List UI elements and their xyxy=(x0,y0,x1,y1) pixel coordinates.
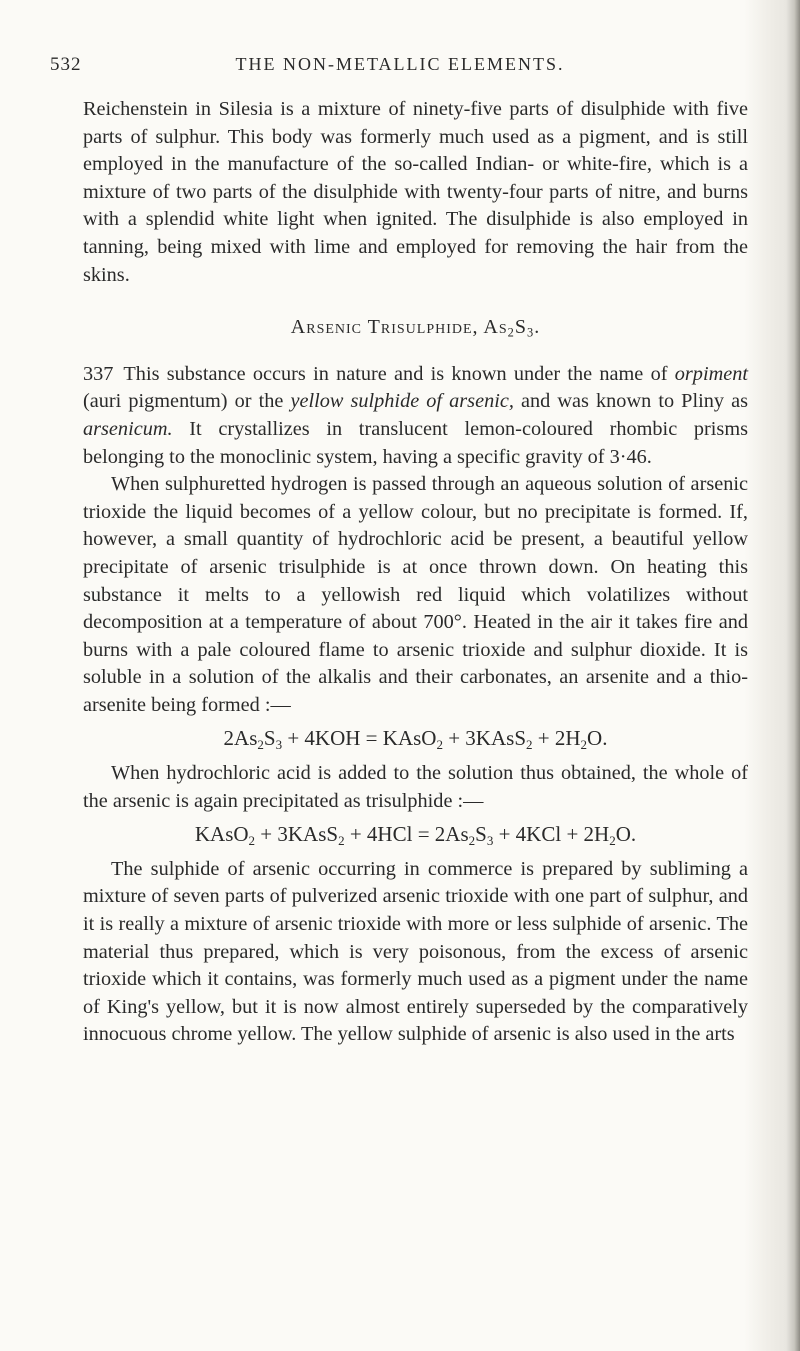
paragraph-commerce: The sulphide of arsenic occurring in commerce is prepared by subliming a mixture of seven parts of pulverized arsenic trioxide with one part of sulphur, and it is really a mixture of arsenic trioxide with more or less sulphide of arsenic. The material thus prepared, which is very poisonous, from the excess of arsenic trioxide which it contains, was formerly much used as a pigment under the name of King's yellow, but it is now almost entirely superseded by the comparatively innocuous chrome yellow. The yellow sulphide of arsenic is also used in the arts xyxy=(83,857,748,1046)
paragraph-337: 337 This substance occurs in nature and is known under the name of orpiment (auri pigmentum) or the yellow sulphide of arsenic, and was known to Pliny as arsenicum. It crystallizes in translucent lemon-coloured rhombic prisms belonging to the monoclinic system, having a specific gravity of 3·46. xyxy=(83,362,748,468)
page-edge-shadow xyxy=(786,0,800,1351)
equation-2: KAsO$_2$ + 3KAsS$_2$ + $4HCl = 2As_2S_3 + 4KCl + 2H_2O$. xyxy=(194,822,637,849)
paragraph-hydrochloric: When hydrochloric acid is added to the solution thus obtained, the whole of the arsenic is again precipitated as trisulphide :— xyxy=(83,762,748,812)
term-arsenicum: arsenicum. xyxy=(83,417,173,440)
page-header xyxy=(50,44,750,78)
equation-1: $2As_2S_3 + 4KOH$ = KAsO$_2$ + 3KAsS$_2$ + $2H_2O$. xyxy=(223,726,608,753)
term-orpiment: orpiment xyxy=(674,362,748,385)
term-yellow-sulphide: yellow sulphide of arsenic, xyxy=(290,390,514,413)
running-title: THE NON-METALLIC ELEMENTS. xyxy=(235,54,565,74)
body-text xyxy=(83,96,748,1049)
paragraph-intro: Reichenstein in Silesia is a mixture of ninety-five parts of disulphide with five parts of sulphur. This body was formerly much used as a pigment, and is still employed in the manufacture of the so-called Indian- or white-fire, which is a mixture of two parts of the disulphide with twenty-four parts of nitre, and burns with a splendid white light when ignited. The disulphide is also employed in tanning, being mixed with lime and employed for removing the hair from the skins. xyxy=(83,98,748,286)
page-number: 532 xyxy=(50,54,82,75)
section-heading: Arsenic Trisulphide, $As_2S_3$. xyxy=(290,316,541,340)
paragraph-hydrogen-sulphide: When sulphuretted hydrogen is passed through an aqueous solution of arsenic trioxide the liquid becomes of a yellow colour, but no precipitate is formed. If, however, a small quantity of hydrochloric acid be present, a beautiful yellow precipitate of arsenic trisulphide is at once thrown down. On heating this substance it melts to a yellowish red liquid which volatilizes without decomposition at a temperature of about 700°. Heated in the air it takes fire and burns with a pale coloured flame to arsenic trioxide and sulphur dioxide. It is soluble in a solution of the alkalis and their carbonates, an arsenite and a thio-arsenite being formed :— xyxy=(83,473,748,716)
paragraph-number: 337 xyxy=(83,362,114,385)
